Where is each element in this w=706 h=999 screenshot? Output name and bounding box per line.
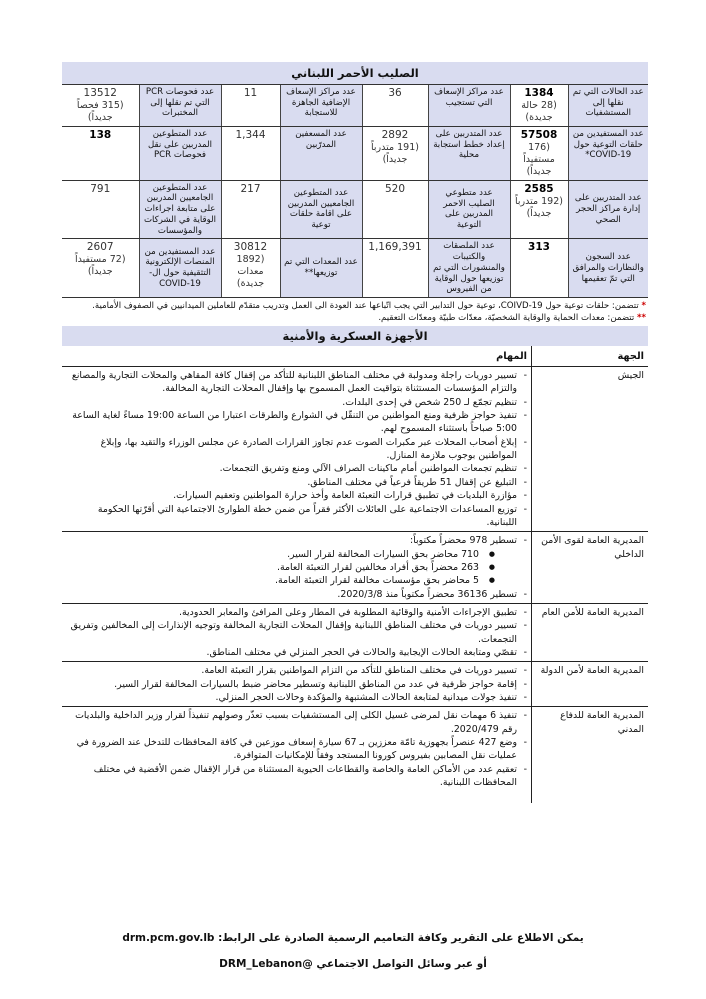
stat-change-note: (191 متدرباً جديداً) — [371, 142, 419, 165]
task-item — [66, 396, 527, 409]
stat-change-note: (72 مستفيداً جديداً) — [74, 254, 126, 278]
security-row — [62, 367, 648, 532]
stat-label: عدد السجون والنظارات والمرافق التي تمّ تعقيمها — [568, 239, 648, 298]
report-page — [62, 62, 648, 803]
stat-value: 1,344 — [235, 128, 266, 141]
footnote-marker: ** — [637, 312, 646, 323]
task-text: تقصّي ومتابعة الحالات الإيجابية والحالات في الحجر المنزلي في مختلف المناطق. — [206, 646, 517, 658]
task-text: تعقيم عدد من الأماكن العامة والخاصة والقطاعات الحيوية المستثناة من قرار الإقفال ضمن الأقضية في مختلف المحافظات اللبنانية. — [93, 763, 517, 789]
entity-name: المديرية العامة لقوى الأمن الداخلي — [532, 532, 649, 604]
task-text: تسيير دوريات في مختلف المناطق اللبنانية وإقفال المحلات التجارية المخالفة وتوجيه الإنذارات إلى المخالفين وتفريق التجمعات. — [70, 620, 517, 645]
stat-value-cell — [362, 126, 428, 180]
task-item — [66, 369, 527, 396]
task-text: تنظيم تجمعات المواطنين أمام ماكينات الصراف الآلي ومنع وتفريق التجمعات. — [219, 463, 517, 475]
stat-value: 2892 — [381, 128, 409, 141]
footnote-text: تتضمن: معدات الحماية والوقاية الشخصيّة، معدّات طبيّة ومعدّات التعقيم. — [378, 312, 635, 323]
task-list — [66, 709, 527, 789]
task-text: إقامة حواجز ظرفية في عدد من المناطق اللبنانية وتسطير محاضر ضبط بالسيارات المخالفة لقرار السير. — [114, 678, 517, 690]
stat-label: عدد الحالات التي تم نقلها إلى المستشفيات — [568, 85, 648, 126]
stat-value-cell — [362, 85, 428, 126]
social-handle-link[interactable]: @DRM_Lebanon — [219, 958, 313, 970]
stat-label: عدد المتطوعين الجامعيين المدربين على متابعة اجراءات الوقاية في الشركات والمؤسسات — [139, 180, 221, 239]
task-text: تنفيذ جولات ميدانية لمتابعة الحالات المشتبهة والمؤكدة وحالات الحجر المنزلي. — [215, 691, 517, 703]
task-item — [66, 409, 527, 436]
entity-name: المديرية العامة للدفاع المدني — [532, 707, 649, 804]
stat-value: 791 — [90, 182, 111, 195]
stat-value: 1384 — [524, 87, 554, 99]
tasks-cell — [62, 662, 532, 707]
footnote-marker: * — [641, 300, 646, 311]
stat-label: عدد مراكز الإسعاف التي تستجيب — [428, 85, 510, 126]
footer-line-1 — [0, 925, 706, 951]
task-item — [66, 489, 527, 502]
footer-text-1: يمكن الاطلاع على التقرير وكافة التعاميم الرسمية الصادرة على الرابط: — [218, 932, 584, 944]
task-text: تنظيم تجمّع لـ 250 شخص في إحدى البلدات. — [342, 396, 517, 408]
task-text: تطبيق الإجراءات الأمنية والوقائية المطلوبة في المطار وعلى المرافئ والمعابر الحدودية. — [179, 606, 517, 618]
task-list — [66, 664, 527, 704]
red-cross-title: الصليب الأحمر اللبناني — [62, 62, 648, 85]
task-text: إبلاغ أصحاب المحلات عبر مكبرات الصوت عدم تجاوز القرارات الصادرة عن مجلس الوزراء والتقيد بها، وإبلاغ المواطنين بوجوب ملازمة المنازل. — [100, 436, 517, 462]
stat-value-cell — [362, 180, 428, 239]
stat-value-cell — [221, 180, 280, 239]
stat-value: 13512 — [83, 87, 117, 99]
task-item — [66, 763, 527, 790]
stat-label: عدد الملصقات والكتيبات والمنشورات التي تم توزيعها حول الوقاية من الفيروس — [428, 239, 510, 298]
stat-label: عدد مراكز الإسعاف الإضافية الجاهزة للاستجابة — [280, 85, 362, 126]
task-item — [66, 678, 527, 691]
stat-value-cell — [510, 239, 568, 298]
task-text: التبليغ عن إقفال 51 طريقاً فرعياً في مختلف المناطق. — [307, 476, 517, 488]
stat-change-note: (28 حالة جديدة) — [521, 100, 557, 123]
security-row — [62, 707, 648, 804]
stat-change-note: (192 متدرباً جديداً) — [515, 195, 563, 219]
stat-value-cell — [221, 239, 280, 298]
stat-value-cell — [510, 85, 568, 126]
stat-label: عدد المعدات التي تم توزيعها** — [280, 239, 362, 298]
stat-value-cell — [62, 239, 139, 298]
tasks-cell — [62, 707, 532, 804]
footnote-text: تتضمن: حلقات توعية حول COIVD-19، توعية حول التدابير التي يجب اتّباعها عند العودة الى العمل وتدريب متقدّم للعاملين الميدانيين في الصفوف الأمامية. — [92, 300, 639, 311]
task-text: تسطير 978 محضراً مكتوباً: — [410, 535, 517, 547]
stat-value: 217 — [240, 182, 261, 195]
stat-value-cell — [62, 126, 139, 180]
stat-label: عدد فحوصات PCR التي تم نقلها إلى المختبرات — [139, 85, 221, 126]
stat-change-note: (1892 معدات جديدة) — [236, 254, 265, 290]
task-item — [66, 462, 527, 475]
task-item — [66, 476, 527, 489]
stat-value-cell — [510, 180, 568, 239]
website-link[interactable]: drm.pcm.gov.lb — [122, 932, 215, 944]
stat-value: 520 — [384, 182, 406, 195]
tasks-cell — [62, 367, 532, 532]
sub-task-item: ● 263 محضراً بحق أفراد مخالفين لقرار التعبئة العامة. — [66, 561, 495, 574]
footer-line-2 — [0, 951, 706, 977]
sub-task-item: ● 710 محاضر بحق السيارات المخالفة لقرار السير. — [66, 548, 495, 561]
stat-value-cell — [362, 239, 428, 298]
stats-row — [62, 180, 648, 239]
task-text: تسطير 36136 محضراً مكتوباً منذ 2020/3/8. — [337, 588, 517, 600]
stat-label: عدد المسعفين المدرّبين — [280, 126, 362, 180]
stat-value-cell — [221, 85, 280, 126]
entity-name: المديرية العامة لأمن الدولة — [532, 662, 649, 707]
stat-change-note: (176 مستفيداً جديداً) — [523, 142, 555, 177]
stat-label: عدد المستفيدين من المنصات الإلكترونية التثقيفية حول ال-COVID-19 — [139, 239, 221, 298]
security-row — [62, 662, 648, 707]
stat-value-cell — [62, 180, 139, 239]
footer-text-2: أو عبر وسائل التواصل الاجتماعي — [316, 958, 487, 970]
task-text: توزيع المساعدات الاجتماعية على العائلات الأكثر فقراً من ضمن خطة الطوارئ الاجتماعية التي أقرّتها الحكومة اللبنانية. — [97, 503, 517, 528]
entity-name: الجيش — [532, 367, 649, 532]
entity-column-header: الجهة — [532, 346, 649, 366]
stat-value-cell — [510, 126, 568, 180]
task-item — [66, 436, 527, 463]
stat-value: 36 — [388, 87, 402, 99]
sub-task-item: ● 5 محاضر بحق مؤسسات مخالفة لقرار التعبئة العامة. — [66, 574, 495, 587]
stat-value: 1,169,391 — [368, 241, 422, 254]
stat-value: 2585 — [524, 182, 554, 195]
red-cross-stats-table — [62, 85, 648, 298]
stat-label: عدد المتدربين على إعداد خطط استجابة محلية — [428, 126, 510, 180]
stat-value: 30812 — [233, 241, 268, 254]
task-item — [66, 709, 527, 736]
tasks-column-header: المهام — [62, 346, 532, 366]
footnotes — [62, 298, 648, 324]
task-list — [66, 606, 527, 659]
stat-value-cell — [62, 85, 139, 126]
footer — [0, 925, 706, 977]
stat-value: 11 — [243, 87, 258, 99]
task-text: مؤازرة البلديات في تطبيق قرارات التعبئة العامة وأخذ حرارة المواطنين وتعقيم السيارات. — [173, 490, 517, 502]
task-item — [66, 588, 527, 601]
entity-name: المديرية العامة للأمن العام — [532, 603, 649, 661]
stat-change-note: (315 فحصاً جديداً) — [76, 100, 124, 123]
security-row — [62, 532, 648, 604]
stats-row — [62, 239, 648, 298]
stat-value: 57508 — [520, 128, 558, 141]
stat-value: 313 — [528, 241, 550, 254]
task-list — [66, 369, 527, 529]
security-header-row — [62, 346, 648, 366]
security-title: الأجهزة العسكرية والأمنية — [62, 326, 648, 346]
task-list — [66, 534, 527, 601]
task-item — [66, 534, 527, 587]
stat-label: عدد متطوعي الصليب الاحمر المدربين على التوعية — [428, 180, 510, 239]
task-item — [66, 646, 527, 659]
task-item — [66, 606, 527, 619]
task-item — [66, 736, 527, 763]
stat-value: 2607 — [86, 241, 114, 254]
stats-row — [62, 85, 648, 126]
stat-label: عدد المتطوعين المدربين على نقل فحوصات PCR — [139, 126, 221, 180]
stat-value: 138 — [89, 128, 112, 141]
tasks-cell — [62, 532, 532, 604]
stat-value-cell — [221, 126, 280, 180]
task-text: تسيير دوريات راجلة ومدولبة في مختلف المناطق اللبنانية للتأكد من إقفال كافة المقاهي والمحلات التجارية والمصانع والتزام المؤسسات المستثناة بتواقيت العمل المسموح بها وإقفال المحلات التجارية المخالفة. — [71, 370, 517, 395]
task-item — [66, 503, 527, 530]
security-row — [62, 603, 648, 661]
tasks-cell — [62, 603, 532, 661]
task-text: تنفيذ 6 مهمات نقل لمرضى غسيل الكلى إلى المستشفيات بسبب تعذّر وصولهم تنفيذاً لقرار وزير الداخلية والبلديات رقم 2020/479. — [75, 710, 517, 735]
footnote — [64, 301, 646, 313]
task-text: تسيير دوريات في مختلف المناطق للتأكد من التزام المواطنين بقرار التعبئة العامة. — [201, 665, 517, 677]
sub-task-list — [66, 548, 517, 588]
security-tasks-table — [62, 346, 648, 803]
stat-label: عدد المتطوعين الجامعيين المدربين على اقامة حلقات توعية — [280, 180, 362, 239]
stat-label: عدد المتدربين على إدارة مراكز الحجر الصحي — [568, 180, 648, 239]
task-text: تنفيذ حواجز ظرفية ومنع المواطنين من التنقّل في الشوارع والطرقات اعتبارا من الساعة 19:00 مساءً لغاية الساعة 5:00 صباحاً باستثناء المسموح لهم. — [72, 410, 517, 435]
stats-row — [62, 126, 648, 180]
footnote — [64, 313, 646, 325]
stat-label: عدد المستفيدين من حلقات التوعية حول COVID-19* — [568, 126, 648, 180]
task-text: وضع 427 عنصراً بجهوزية تامّة معززين بـ 67 سيارة إسعاف موزعين في كافة المحافظات للتدخل عند الضرورة في عمليات نقل المصابين بفيروس كورونا المستجد وفقاً للإمكانيات المتوافرة. — [76, 737, 517, 762]
task-item — [66, 664, 527, 677]
task-item — [66, 691, 527, 704]
task-item — [66, 619, 527, 646]
